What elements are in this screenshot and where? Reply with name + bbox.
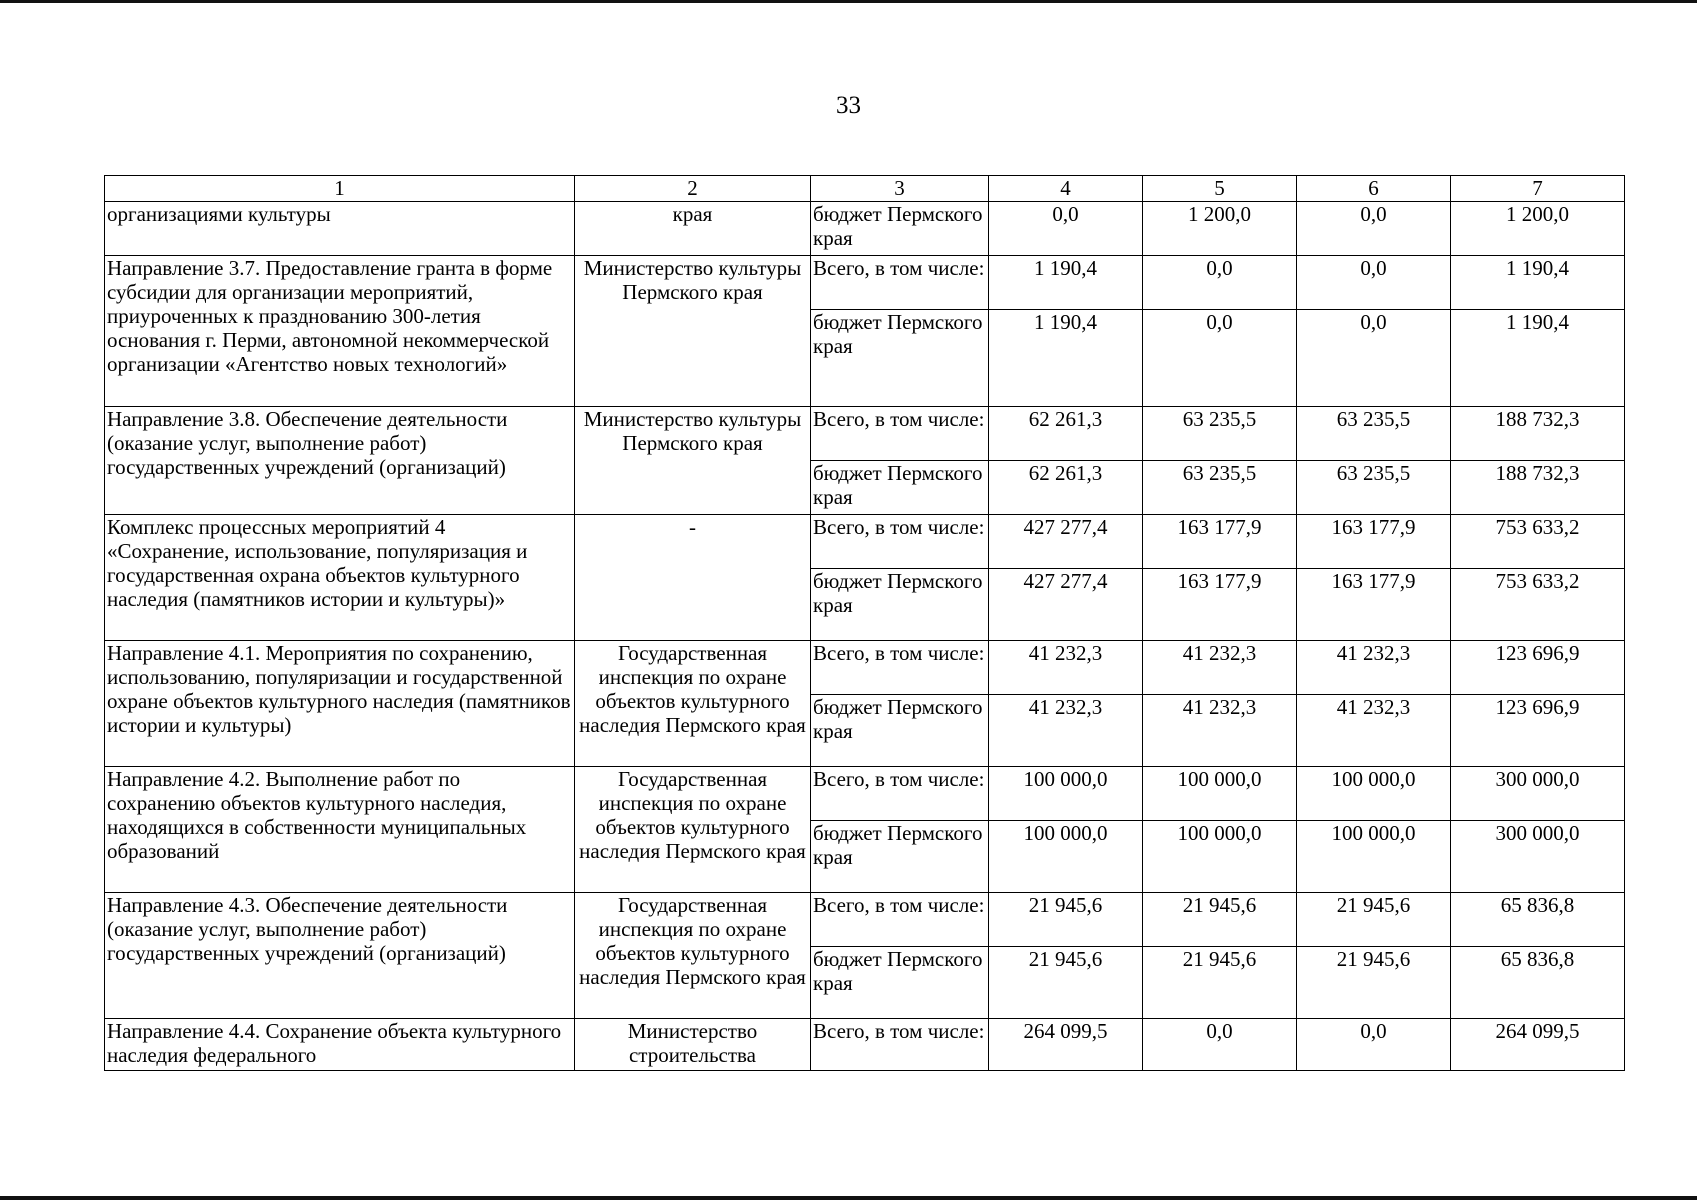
amount-cell: 0,0 bbox=[1143, 256, 1297, 310]
amount-cell: 123 696,9 bbox=[1451, 695, 1625, 767]
amount-cell: 300 000,0 bbox=[1451, 767, 1625, 821]
amount-cell: 1 200,0 bbox=[1451, 202, 1625, 256]
amount-cell: 0,0 bbox=[1297, 256, 1451, 310]
amount-cell: 63 235,5 bbox=[1297, 407, 1451, 461]
amount-cell: 63 235,5 bbox=[1143, 461, 1297, 515]
amount-cell: 0,0 bbox=[1297, 202, 1451, 256]
table-row bbox=[105, 641, 1625, 695]
amount-cell: 427 277,4 bbox=[989, 569, 1143, 641]
table-row bbox=[105, 893, 1625, 947]
funding-source-cell: бюджет Пермского края bbox=[811, 461, 989, 515]
amount-cell: 163 177,9 bbox=[1297, 515, 1451, 569]
amount-cell: 21 945,6 bbox=[1143, 893, 1297, 947]
amount-cell: 41 232,3 bbox=[1143, 641, 1297, 695]
amount-cell: 21 945,6 bbox=[1143, 947, 1297, 1019]
funding-source-cell: бюджет Пермского края bbox=[811, 202, 989, 256]
amount-cell: 63 235,5 bbox=[1143, 407, 1297, 461]
amount-cell: 1 190,4 bbox=[1451, 256, 1625, 310]
funding-source-cell: Всего, в том числе: bbox=[811, 407, 989, 461]
amount-cell: 188 732,3 bbox=[1451, 407, 1625, 461]
funding-source-cell: бюджет Пермского края bbox=[811, 310, 989, 407]
amount-cell: 65 836,8 bbox=[1451, 893, 1625, 947]
amount-cell: 41 232,3 bbox=[1297, 641, 1451, 695]
amount-cell: 163 177,9 bbox=[1297, 569, 1451, 641]
amount-cell: 264 099,5 bbox=[989, 1019, 1143, 1071]
amount-cell: 21 945,6 bbox=[1297, 947, 1451, 1019]
funding-source-cell: Всего, в том числе: bbox=[811, 641, 989, 695]
funding-source-cell: Всего, в том числе: bbox=[811, 256, 989, 310]
amount-cell: 100 000,0 bbox=[989, 767, 1143, 821]
amount-cell: 41 232,3 bbox=[989, 641, 1143, 695]
column-numbers-row bbox=[105, 176, 1625, 202]
amount-cell: 163 177,9 bbox=[1143, 569, 1297, 641]
column-header: 2 bbox=[575, 176, 811, 202]
item-name-cell: Направление 3.8. Обеспечение деятельности (оказание услуг, выполнение работ) государственных учреждений (организаций) bbox=[105, 407, 575, 515]
table-row bbox=[105, 515, 1625, 569]
column-header: 6 bbox=[1297, 176, 1451, 202]
item-name-cell: организациями культуры bbox=[105, 202, 575, 256]
budget-table bbox=[104, 175, 1625, 1071]
amount-cell: 21 945,6 bbox=[989, 947, 1143, 1019]
funding-source-cell: бюджет Пермского края bbox=[811, 569, 989, 641]
amount-cell: 1 190,4 bbox=[1451, 310, 1625, 407]
amount-cell: 753 633,2 bbox=[1451, 515, 1625, 569]
item-name-cell: Направление 4.3. Обеспечение деятельности (оказание услуг, выполнение работ) государственных учреждений (организаций) bbox=[105, 893, 575, 1019]
amount-cell: 753 633,2 bbox=[1451, 569, 1625, 641]
executor-cell: Министерство культуры Пермского края bbox=[575, 407, 811, 515]
executor-cell: Министерство культуры Пермского края bbox=[575, 256, 811, 407]
amount-cell: 65 836,8 bbox=[1451, 947, 1625, 1019]
item-name-cell: Направление 3.7. Предоставление гранта в форме субсидии для организации мероприятий, приуроченных к празднованию 300-летия основания г. Перми, автономной некоммерческой организации «Агентство новых технологий» bbox=[105, 256, 575, 407]
executor-cell: - bbox=[575, 515, 811, 641]
amount-cell: 100 000,0 bbox=[1143, 767, 1297, 821]
page-number: 33 bbox=[836, 92, 861, 119]
amount-cell: 0,0 bbox=[1297, 1019, 1451, 1071]
item-name-cell: Направление 4.2. Выполнение работ по сохранению объектов культурного наследия, находящихся в собственности муниципальных образований bbox=[105, 767, 575, 893]
funding-source-cell: Всего, в том числе: bbox=[811, 767, 989, 821]
amount-cell: 1 190,4 bbox=[989, 310, 1143, 407]
item-name-cell: Комплекс процессных мероприятий 4 «Сохранение, использование, популяризация и государственная охрана объектов культурного наследия (памятников истории и культуры)» bbox=[105, 515, 575, 641]
amount-cell: 123 696,9 bbox=[1451, 641, 1625, 695]
table-row bbox=[105, 407, 1625, 461]
amount-cell: 62 261,3 bbox=[989, 461, 1143, 515]
executor-cell: Государственная инспекция по охране объектов культурного наследия Пермского края bbox=[575, 641, 811, 767]
item-name-cell: Направление 4.4. Сохранение объекта культурного наследия федерального bbox=[105, 1019, 575, 1071]
funding-source-cell: бюджет Пермского края bbox=[811, 947, 989, 1019]
executor-cell: Государственная инспекция по охране объектов культурного наследия Пермского края bbox=[575, 767, 811, 893]
table-row bbox=[105, 767, 1625, 821]
scan-bottom-edge bbox=[0, 1196, 1697, 1200]
funding-source-cell: бюджет Пермского края bbox=[811, 821, 989, 893]
amount-cell: 63 235,5 bbox=[1297, 461, 1451, 515]
amount-cell: 0,0 bbox=[1297, 310, 1451, 407]
column-header: 5 bbox=[1143, 176, 1297, 202]
column-header: 1 bbox=[105, 176, 575, 202]
table-body bbox=[105, 176, 1625, 1071]
funding-source-cell: Всего, в том числе: bbox=[811, 893, 989, 947]
amount-cell: 0,0 bbox=[989, 202, 1143, 256]
amount-cell: 100 000,0 bbox=[989, 821, 1143, 893]
table-row bbox=[105, 256, 1625, 310]
column-header: 4 bbox=[989, 176, 1143, 202]
executor-cell: края bbox=[575, 202, 811, 256]
amount-cell: 21 945,6 bbox=[989, 893, 1143, 947]
amount-cell: 1 190,4 bbox=[989, 256, 1143, 310]
item-name-cell: Направление 4.1. Мероприятия по сохранению, использованию, популяризации и государственной охране объектов культурного наследия (памятников истории и культуры) bbox=[105, 641, 575, 767]
amount-cell: 1 200,0 bbox=[1143, 202, 1297, 256]
executor-cell: Министерство строительства bbox=[575, 1019, 811, 1071]
funding-source-cell: бюджет Пермского края bbox=[811, 695, 989, 767]
amount-cell: 62 261,3 bbox=[989, 407, 1143, 461]
funding-source-cell: Всего, в том числе: bbox=[811, 1019, 989, 1071]
amount-cell: 300 000,0 bbox=[1451, 821, 1625, 893]
amount-cell: 100 000,0 bbox=[1297, 767, 1451, 821]
amount-cell: 0,0 bbox=[1143, 310, 1297, 407]
amount-cell: 21 945,6 bbox=[1297, 893, 1451, 947]
table-row bbox=[105, 1019, 1625, 1071]
column-header: 7 bbox=[1451, 176, 1625, 202]
amount-cell: 100 000,0 bbox=[1143, 821, 1297, 893]
funding-source-cell: Всего, в том числе: bbox=[811, 515, 989, 569]
amount-cell: 163 177,9 bbox=[1143, 515, 1297, 569]
amount-cell: 100 000,0 bbox=[1297, 821, 1451, 893]
amount-cell: 188 732,3 bbox=[1451, 461, 1625, 515]
executor-cell: Государственная инспекция по охране объектов культурного наследия Пермского края bbox=[575, 893, 811, 1019]
amount-cell: 264 099,5 bbox=[1451, 1019, 1625, 1071]
scan-top-edge bbox=[0, 0, 1697, 3]
amount-cell: 41 232,3 bbox=[1297, 695, 1451, 767]
amount-cell: 41 232,3 bbox=[989, 695, 1143, 767]
amount-cell: 41 232,3 bbox=[1143, 695, 1297, 767]
table-row bbox=[105, 202, 1625, 256]
amount-cell: 0,0 bbox=[1143, 1019, 1297, 1071]
column-header: 3 bbox=[811, 176, 989, 202]
amount-cell: 427 277,4 bbox=[989, 515, 1143, 569]
